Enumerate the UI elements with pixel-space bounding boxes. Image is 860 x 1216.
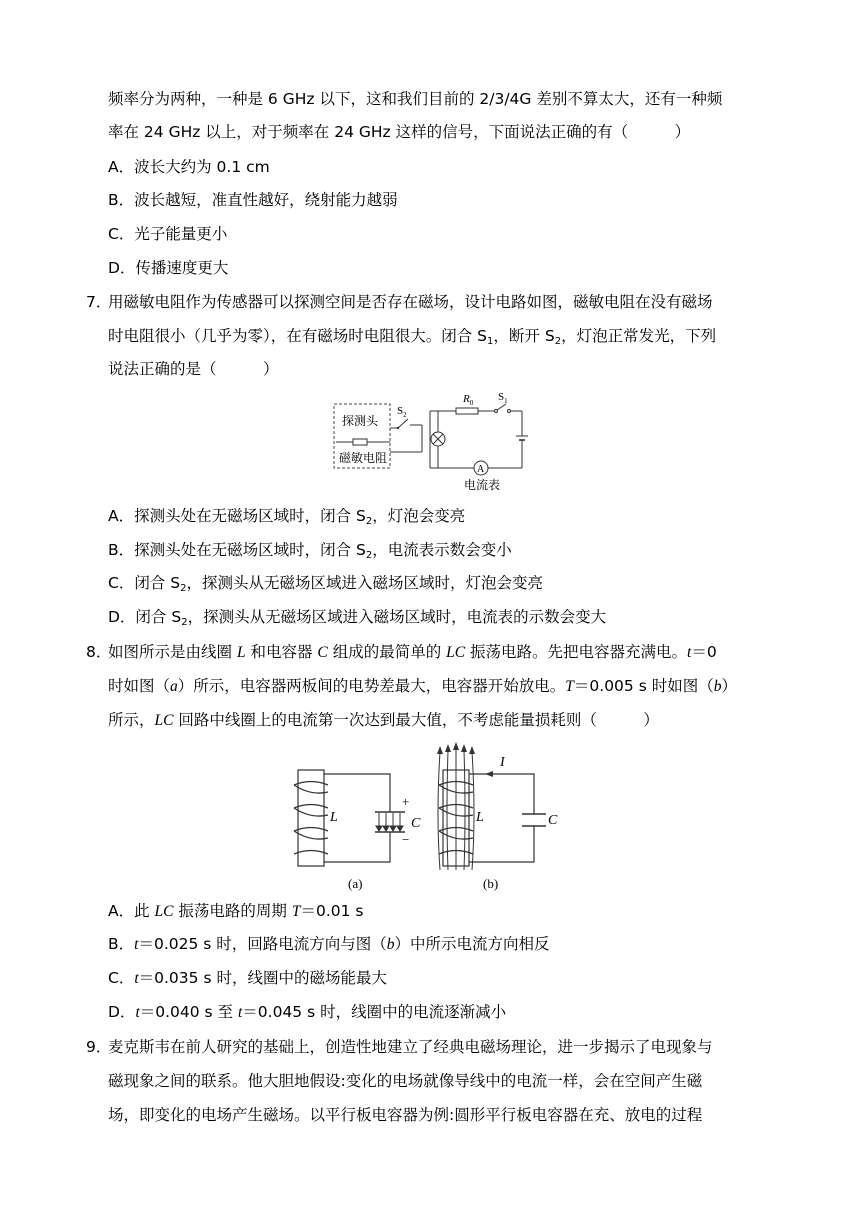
s2-label: $S_2$ (397, 405, 407, 419)
q9-stem-line-3: 场，即变化的电场产生磁场。以平行板电容器为例:圆形平行板电容器在充、放电的过程 (108, 1106, 703, 1124)
q9-stem-line-2: 磁现象之间的联系。他大胆地假设:变化的电场就像导线中的电流一样，会在空间产生磁 (108, 1072, 703, 1090)
current-arrow-b (485, 771, 493, 777)
capacitor-label-b: C (548, 813, 558, 828)
q8-stem-line-2: 时如图（a）所示，电容器两板间的电势差最大，电容器开始放电。T＝0.005 s 时如图（b） (108, 677, 737, 695)
q8-option-b: B．t＝0.025 s 时，回路电流方向与图（b）中所示电流方向相反 (108, 935, 550, 953)
q9-number: 9． (86, 1038, 112, 1056)
q8-option-d: D．t＝0.040 s 至 t＝0.045 s 时，线圈中的电流逐渐减小 (108, 1003, 507, 1021)
q7-stem-line-3: 说法正确的是（ ） (108, 360, 279, 378)
caption-a: (a) (348, 876, 363, 891)
q7-stem-line-2: 时电阻很小（几乎为零），在有磁场时电阻很大。闭合 $S_1$，断开 $S_2$，灯泡正常发光，下列 (108, 327, 717, 347)
magnetoresistor-symbol (353, 439, 367, 445)
q7-option-c: C．闭合 $S_2$，探测头从无磁场区域进入磁场区域时，灯泡会变亮 (108, 574, 543, 594)
probe-label: 探测头 (342, 414, 379, 428)
inductor-label-b: L (476, 810, 484, 825)
q6-option-a: A．波长大约为 0.1 cm (108, 158, 270, 176)
current-label-b: I (500, 755, 505, 770)
q9-stem-line-1: 麦克斯韦在前人研究的基础上，创造性地建立了经典电磁场理论，进一步揭示了电现象与 (108, 1038, 713, 1056)
q8-stem-line-3: 所示，LC 回路中线圈上的电流第一次达到最大值，不考虑能量损耗则（ ） (108, 711, 659, 729)
q6-stem-line-1: 频率分为两种，一种是 6 GHz 以下，这和我们目前的 2/3/4G 差别不算太大，还有一种频 (108, 90, 723, 108)
electric-field-arrows-a (376, 813, 403, 831)
s1-label: $S_1$ (498, 392, 508, 405)
caption-b: (b) (483, 876, 499, 891)
lc-circuit-figure (290, 740, 580, 895)
q6-option-c: C．光子能量更小 (108, 225, 228, 243)
q7-option-a: A．探测头处在无磁场区域时，闭合 $S_2$，灯泡会变亮 (108, 507, 466, 527)
magnetoresistor-circuit-figure (326, 392, 536, 492)
minus-sign-a: − (402, 832, 410, 847)
switch-s2 (398, 419, 408, 428)
q8-stem-line-1: 如图所示是由线圈 L 和电容器 C 组成的最简单的 LC 振荡电路。先把电容器充满电。t＝0 (108, 643, 717, 661)
q8-option-a: A．此 LC 振荡电路的周期 T＝0.01 s (108, 902, 364, 920)
r0-label: $R_0$ (463, 393, 474, 407)
q6-stem-line-2: 率在 24 GHz 以上，对于频率在 24 GHz 这样的信号，下面说法正确的有（ ） (108, 123, 691, 141)
inductor-label-a: L (330, 810, 338, 825)
q6-option-d: D．传播速度更大 (108, 259, 229, 277)
q8-option-c: C．t＝0.035 s 时，线圈中的磁场能最大 (108, 969, 387, 987)
plus-sign-a: + (402, 794, 410, 809)
magnetoresistor-label: 磁敏电阻 (339, 451, 388, 465)
q6-option-b: B．波长越短，准直性越好，绕射能力越弱 (108, 191, 398, 209)
q7-number: 7． (86, 293, 112, 311)
q7-option-d: D．闭合 $S_2$，探测头从无磁场区域进入磁场区域时，电流表的示数会变大 (108, 608, 607, 628)
q8-number: 8． (86, 643, 112, 661)
q7-option-b: B．探测头处在无磁场区域时，闭合 $S_2$，电流表示数会变小 (108, 541, 512, 561)
resistor-r0 (456, 408, 478, 414)
ammeter-letter: A (477, 464, 485, 475)
capacitor-label-a: C (411, 816, 421, 831)
q7-stem-line-1: 用磁敏电阻作为传感器可以探测空间是否存在磁场，设计电路如图，磁敏电阻在没有磁场 (108, 293, 713, 311)
ammeter-label: 电流表 (464, 478, 501, 492)
